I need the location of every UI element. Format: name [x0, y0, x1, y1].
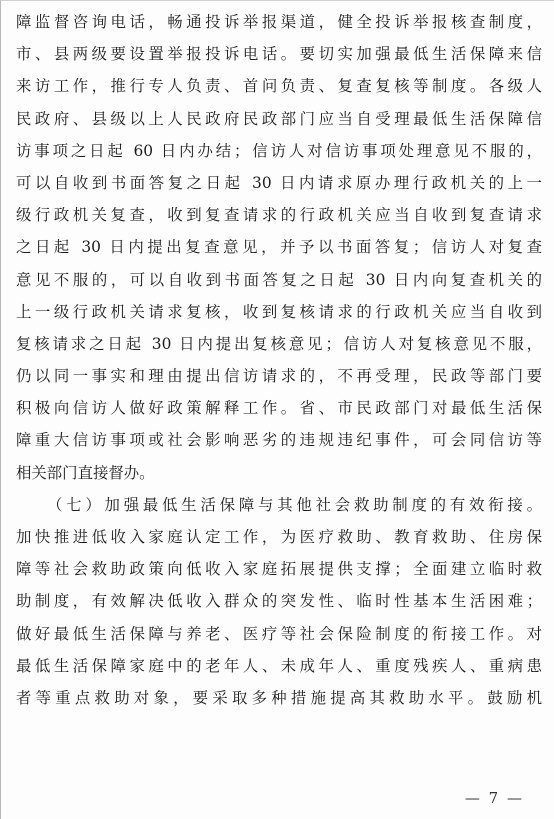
text-line: 复核请求之日起 30 日内提出复核意见；信访人对复核意见不服， — [16, 334, 542, 353]
text-line: 意见不服的，可以自收到书面答复之日起 30 日内向复查机关的 — [16, 270, 542, 289]
text-line: 做好最低生活保障与养老、医疗等社会保险制度的衔接工作。对 — [16, 624, 542, 643]
text-line: 可以自收到书面答复之日起 30 日内请求原办理行政机关的上一 — [16, 173, 542, 192]
text-line: 者等重点救助对象，要采取多种措施提高其救助水平。鼓励机 — [16, 688, 542, 707]
text-line: 上一级行政机关请求复核，收到复核请求的行政机关应当自收到 — [16, 302, 542, 321]
text-line: 相关部门直接督办。 — [16, 463, 155, 482]
text-line: 市、县两级要设置举报投诉电话。要切实加强最低生活保障来信 — [16, 45, 542, 64]
text-line: 加快推进低收入家庭认定工作，为医疗救助、教育救助、住房保 — [16, 528, 542, 546]
page-number: — 7 — — [464, 789, 524, 807]
text-line: 障等社会救助政策向低收入家庭拓展提供支撑；全面建立临时救 — [16, 560, 542, 579]
text-line: 障监督咨询电话，畅通投诉举报渠道，健全投诉举报核查制度， — [16, 13, 542, 31]
text-line: 民政府、县级以上人民政府民政部门应当自受理最低生活保障信 — [16, 109, 542, 128]
text-line: 积极向信访人做好政策解释工作。省、市民政部门对最低生活保 — [16, 399, 542, 418]
text-line: 最低生活保障家庭中的老年人、未成年人、重度残疾人、重病患 — [16, 656, 542, 675]
text-line: 障重大信访事项或社会影响恶劣的违规违纪事件，可会同信访等 — [16, 431, 542, 450]
text-line: 仍以同一事实和理由提出信访请求的，不再受理，民政等部门要 — [16, 367, 542, 386]
text-line: 来访工作，推行专人负责、首问负责、复查复核等制度。各级人 — [16, 77, 542, 96]
text-line: 访事项之日起 60 日内办结；信访人对信访事项处理意见不服的， — [16, 141, 542, 160]
text-line: 助制度，有效解决低收入群众的突发性、临时性基本生活困难； — [16, 592, 542, 611]
text-line: 之日起 30 日内提出复查意见，并予以书面答复；信访人对复查 — [16, 238, 542, 257]
text-line: 级行政机关复查，收到复查请求的行政机关应当自收到复查请求 — [16, 206, 542, 225]
section-heading-line: （七）加强最低生活保障与其他社会救助制度的有效衔接。 — [47, 495, 542, 514]
body-text — [16, 6, 542, 714]
